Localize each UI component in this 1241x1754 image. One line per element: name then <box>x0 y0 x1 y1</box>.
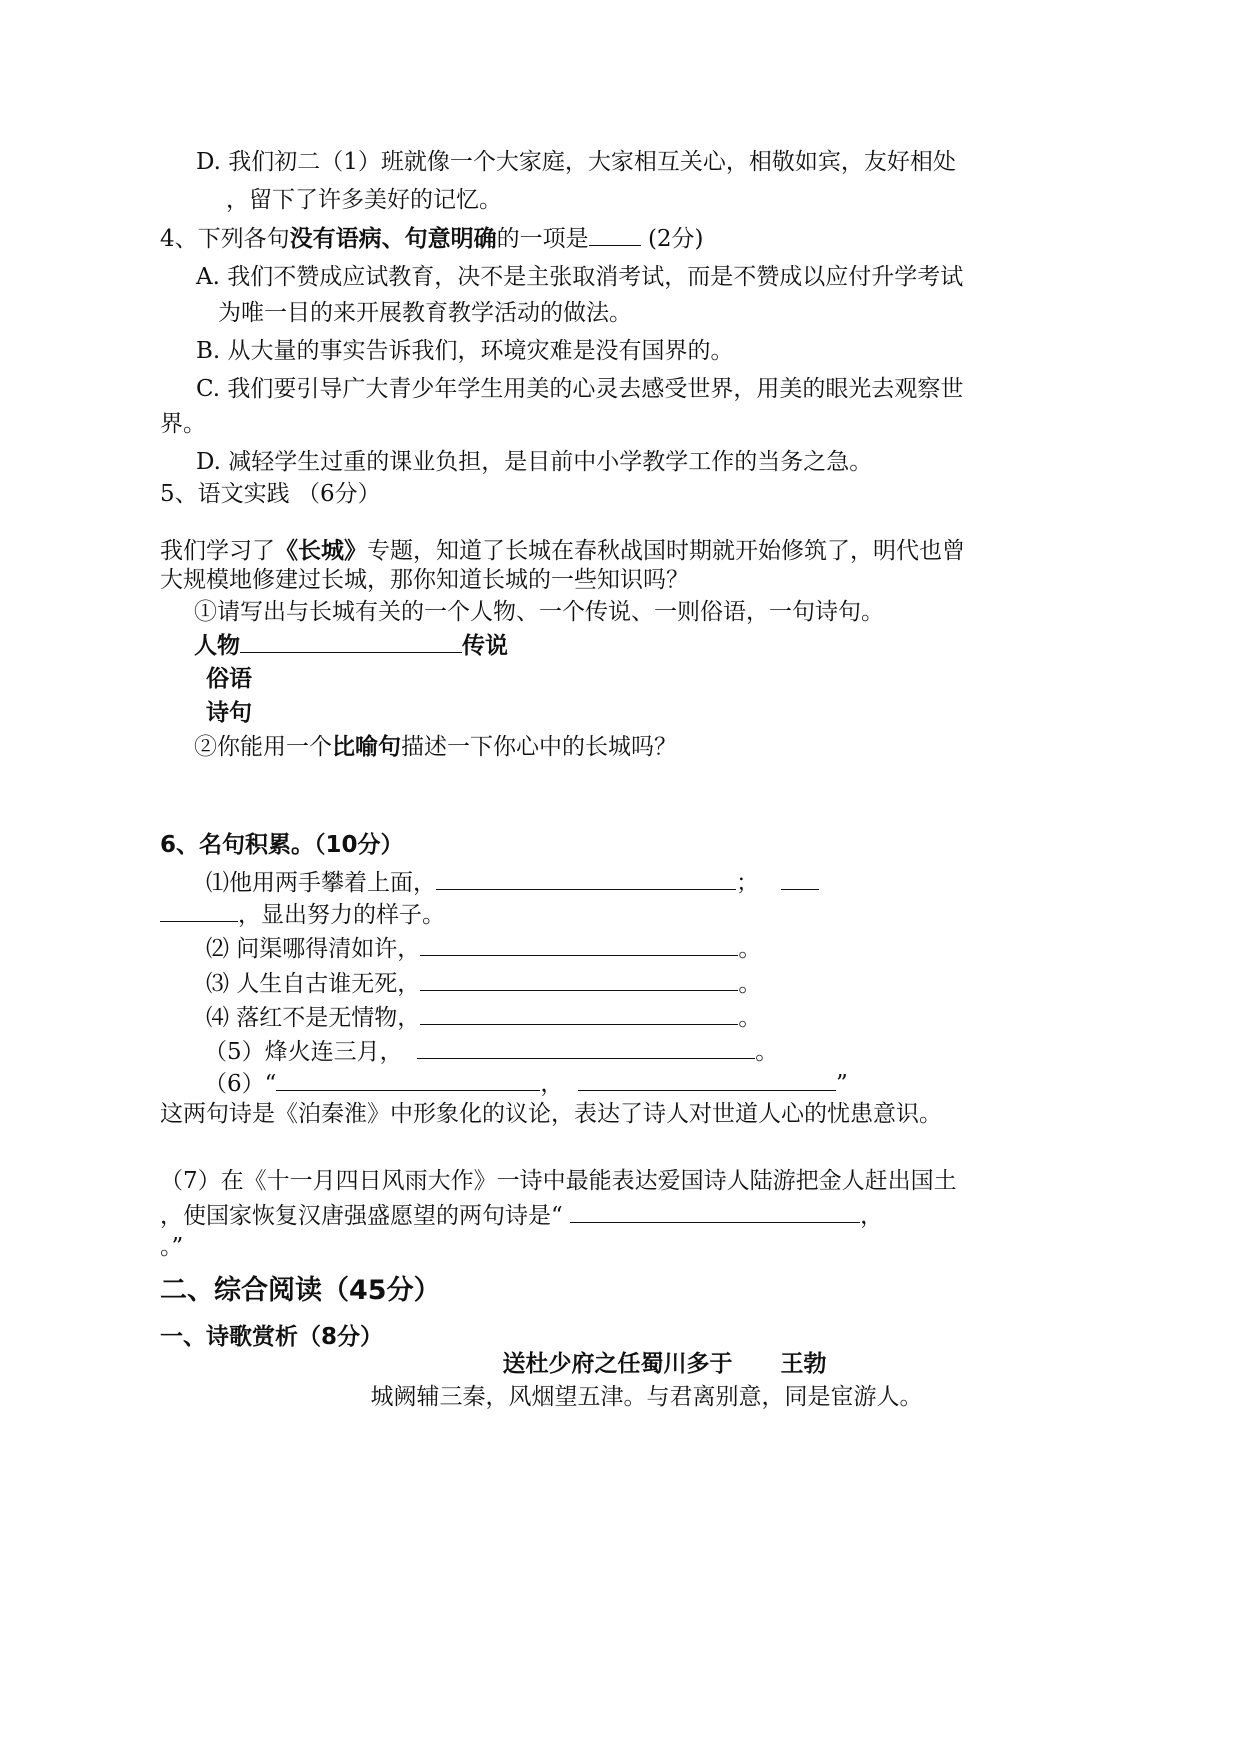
q6-item7-line1: （7）在《十一月四日风雨大作》一诗中最能表达爱国诗人陆游把金人赶出国土 <box>160 1168 957 1194</box>
q5-title: 5、语文实践 （6分） <box>160 481 381 507</box>
q4-score: (2分) <box>647 226 704 252</box>
q4-option-c-line2: 界。 <box>160 411 206 437</box>
q6-item2-blank[interactable] <box>420 933 738 956</box>
q4-suffix: 的一项是 <box>496 226 589 252</box>
q4-option-d: D. 减轻学生过重的课业负担，是目前中小学教学工作的当务之急。 <box>196 449 873 475</box>
q5-person-row <box>194 630 508 661</box>
q6-item1-blank1[interactable] <box>436 867 736 890</box>
q6-item2-text: ⑵ 问渠哪得清如许， <box>206 936 421 962</box>
poem-line1-text: 城阙辅三秦，风烟望五津。与君离别意，同是宦游人。 <box>370 1384 923 1410</box>
q5-label-saying: 俗语 <box>206 666 252 692</box>
q6-item1-tail: ，显出努力的样子。 <box>238 902 445 928</box>
poem-author: 王勃 <box>780 1351 827 1377</box>
q4-option-a-line1: A. 我们不赞成应试教育，决不是主张取消考试，而是不赞成以应付升学考试 <box>196 264 964 290</box>
q6-item6-blank2[interactable] <box>578 1068 836 1091</box>
q5-sub2 <box>194 732 677 762</box>
q5-sub1: ①请写出与长城有关的一个人物、一个传说、一则俗语，一句诗句。 <box>194 599 884 625</box>
q5-sub2-pre: ②你能用一个 <box>194 734 332 760</box>
q4-option-a-line2: 为唯一目的来开展教育教学活动的做法。 <box>218 300 632 326</box>
q6-item1-blank2-end[interactable] <box>160 899 238 922</box>
section2-title: 二、综合阅读（45分） <box>160 1275 441 1306</box>
q3-option-d-line2: ，留下了许多美好的记忆。 <box>226 187 502 213</box>
q3-option-d-line1: D. 我们初二（1）班就像一个大家庭，大家相互关心，相敬如宾，友好相处 <box>196 149 956 175</box>
q5-intro-post: 专题，知道了长城在春秋战国时期就开始修筑了，明代也曾 <box>367 538 965 564</box>
q4-prefix: 4、下列各句 <box>160 226 290 252</box>
q4-answer-blank[interactable] <box>589 223 641 246</box>
poem-line1 <box>0 1382 1241 1412</box>
q6-item7-line2: ，使国家恢复汉唐强盛愿望的两句诗是“ ， <box>160 1200 883 1231</box>
q6-title: 6、名句积累。（10分） <box>160 832 404 858</box>
q4-option-b: B. 从大量的事实告诉我们，环境灾难是没有国界的。 <box>196 338 734 364</box>
q6-item7-text: ，使国家恢复汉唐强盛愿望的两句诗是“ <box>160 1203 563 1229</box>
q6-item1-cont <box>160 899 445 930</box>
q6-item5-blank[interactable] <box>417 1036 755 1059</box>
q6-item6-note: 这两句诗是《泊秦淮》中形象化的议论，表达了诗人对世道人心的忧患意识。 <box>160 1101 942 1127</box>
q6-item4-blank[interactable] <box>420 1002 738 1025</box>
q5-label-poem: 诗句 <box>206 700 252 726</box>
q6-item4: ⑷ 落红不是无情物， 。 <box>206 1002 761 1033</box>
q4-option-c-line1: C. 我们要引导广大青少年学生用美的心灵去感受世界，用美的眼光去观察世 <box>196 376 964 402</box>
q6-item3-text: ⑶ 人生自古谁无死， <box>206 971 421 997</box>
q6-item1: ⑴他用两手攀着上面， ； <box>206 867 819 898</box>
q6-item6: （6）“ ， ” <box>204 1068 848 1099</box>
q6-item5: （5）烽火连三月， 。 <box>204 1036 778 1067</box>
q4-emphasis: 没有语病、句意明确 <box>289 226 497 252</box>
q6-item7-line3: 。” <box>160 1234 184 1260</box>
q6-item6-text: （6）“ <box>204 1071 277 1097</box>
q5-sub2-post: 描述一下你心中的长城吗？ <box>401 734 677 760</box>
q6-item3-blank[interactable] <box>420 968 738 991</box>
poem-title: 送杜少府之任蜀川多于 <box>502 1351 733 1377</box>
q5-intro-bold: 《长城》 <box>275 538 367 564</box>
q5-sub2-bold: 比喻句 <box>332 734 401 760</box>
q5-label-person: 人物 <box>194 633 240 659</box>
q6-item7-blank[interactable] <box>570 1200 860 1223</box>
q5-intro-line2: 大规模地修建过长城，那你知道长城的一些知识吗？ <box>160 567 689 593</box>
q6-item4-text: ⑷ 落红不是无情物， <box>206 1005 421 1031</box>
q6-item1-blank2-start[interactable] <box>781 867 819 890</box>
q6-item3: ⑶ 人生自古谁无死， 。 <box>206 968 761 999</box>
q6-item1-text: ⑴他用两手攀着上面， <box>206 870 436 896</box>
poem-heading <box>0 1349 1241 1379</box>
q6-item5-text: （5）烽火连三月， <box>204 1039 403 1065</box>
q5-intro-line1 <box>160 536 965 566</box>
q6-item2: ⑵ 问渠哪得清如许， 。 <box>206 933 761 964</box>
q6-item6-blank1[interactable] <box>276 1068 540 1091</box>
q5-intro-pre: 我们学习了 <box>160 538 275 564</box>
q4-question <box>160 223 704 254</box>
q5-label-legend: 传说 <box>462 633 508 659</box>
section2-subtitle: 一、诗歌赏析（8分） <box>160 1324 384 1350</box>
q5-person-blank[interactable] <box>240 630 462 653</box>
